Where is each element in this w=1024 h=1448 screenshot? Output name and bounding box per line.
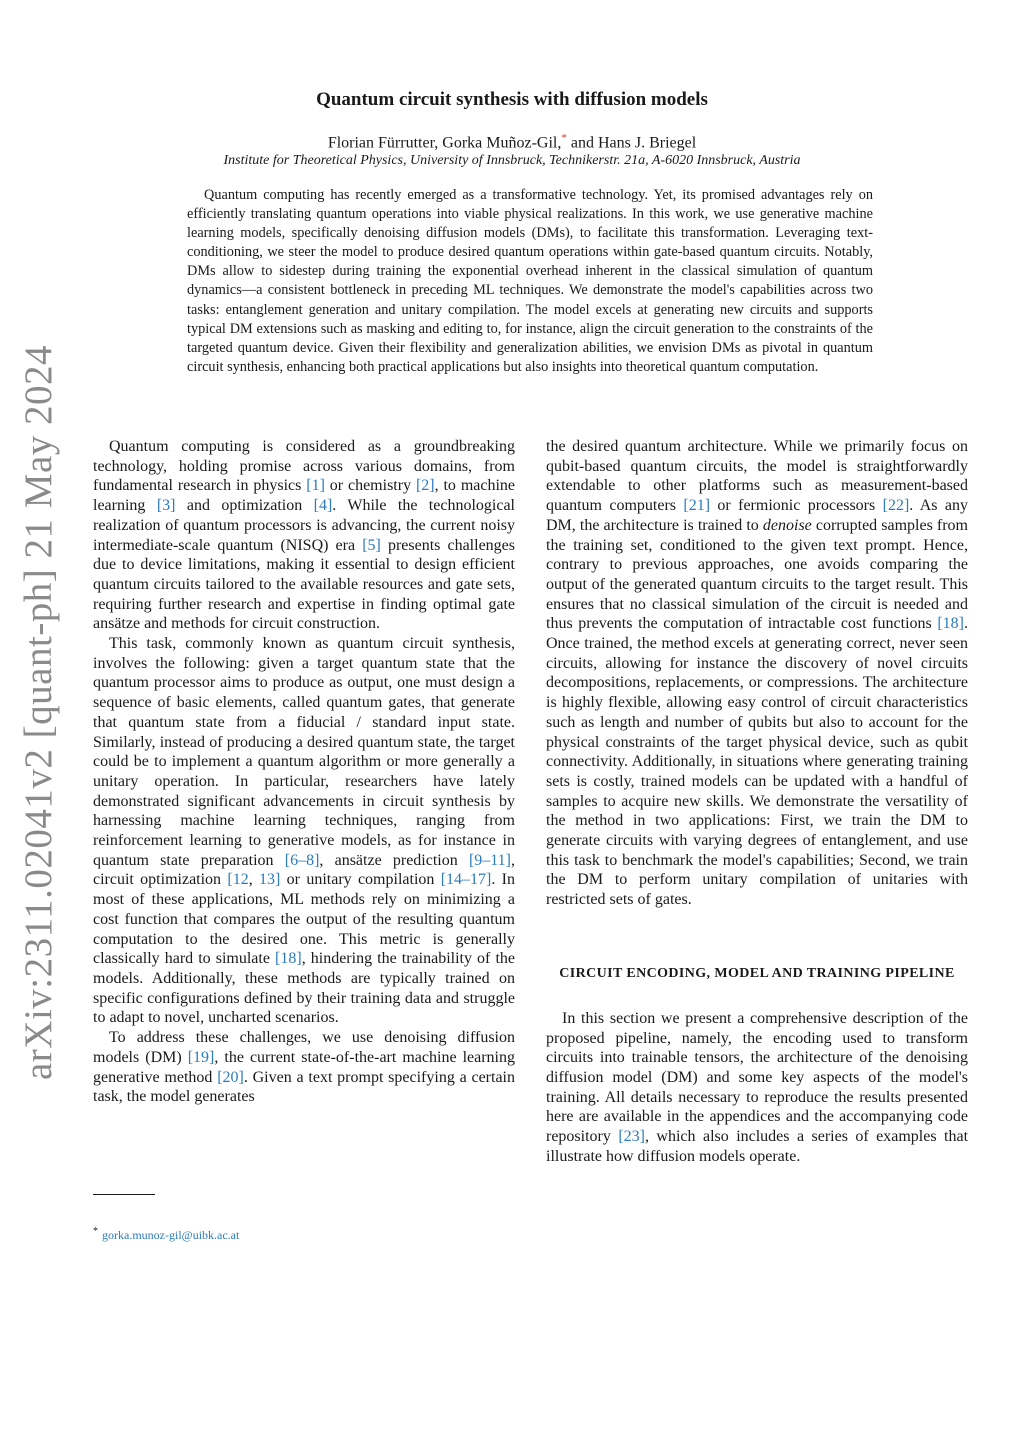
- intro-paragraph-3-continued: the desired quantum architecture. While we primarily focus on qubit-based quantum circuits, the model is straightforwardly extendable to other platforms such as measurement-based quantum computers [21] or fermionic processors [22]. As any DM, the architecture is trained to denoise corrupted samples from the training set, conditioned to the given text prompt. Hence, contrary to previous approaches, one avoids comparing the output of the generated quantum circuits to the target result. This ensures that no classical simulation of the circuit is needed and thus prevents the computation of intractable cost functions [18]. Once trained, the method excels at generating correct, never seen circuits, allowing for instance the discovery of novel circuits decompositions, replacements, or compressions. The architecture is highly flexible, allowing easy control of circuit characteristics such as length and number of qubits but also to account for the physical constraints of the target physical device, such as qubit connectivity. Additionally, in situations where generating training sets is costly, trained models can be updated with a handful of samples to acquire new skills. We demonstrate the versatility of the method in two applications: First, we train the DM to generate circuits with varying degrees of entanglement, and use this task to benchmark the model's capabilities; Second, we train the DM to perform unitary compilation of unitaries with restricted sets of gates.: [546, 438, 969, 909]
- intro-paragraph-3: To address these challenges, we use denoising diffusion models (DM) [19], the current state-of-the-art machine learning generative method [20]. Given a text prompt specifying a certain task, the model generates: [93, 1029, 515, 1106]
- citation-link[interactable]: [1]: [306, 477, 325, 495]
- arxiv-stamp: arXiv:2311.02041v2 [quant-ph] 21 May 2024: [17, 344, 60, 1080]
- citation-link[interactable]: [18]: [937, 615, 964, 633]
- section-paragraph-1: In this section we present a comprehensive description of the proposed pipeline, namely, the encoding used to transform circuits into trainable tensors, the architecture of the denoising diffusion model (DM) and some key aspects of the model's training. All details necessary to reproduce the results presented here are available in the appendices and the accompanying code repository [23], which also includes a series of examples that illustrate how diffusion models operate.: [546, 1009, 969, 1165]
- citation-link[interactable]: [3]: [156, 497, 176, 515]
- corresponding-author-mark[interactable]: *: [561, 132, 567, 144]
- affiliation: Institute for Theoretical Physics, University of Innsbruck, Technikerstr. 21a, A-6020 Innsbruck, Austria: [223, 153, 801, 168]
- email-link[interactable]: gorka.munoz-gil@uibk.ac.at: [102, 1228, 240, 1242]
- intro-paragraph-1: Quantum computing is considered as a groundbreaking technology, holding promise across various domains, from fundamental research in physics [1] or chemistry [2], to machine learning [3] and optimization [4]. While the technological realization of quantum processors is advancing, the current noisy intermediate-scale quantum (NISQ) era [5] presents challenges due to device limitations, making it essential to design efficient quantum circuits tailored to the available resources and gate sets, requiring further research and expertise in finding optimal gate ansätze and methods for circuit construction.: [93, 438, 516, 633]
- author-last: and Hans J. Briegel: [566, 134, 697, 152]
- citation-link[interactable]: [18]: [275, 950, 302, 968]
- citation-link[interactable]: [2]: [415, 477, 435, 495]
- author-names: Florian Fürrutter, Gorka Muñoz-Gil,: [327, 134, 562, 152]
- citation-link[interactable]: [23]: [618, 1128, 645, 1146]
- citation-link[interactable]: [5]: [362, 536, 381, 554]
- citation-link[interactable]: [19]: [187, 1048, 215, 1066]
- right-column: [546, 437, 968, 1167]
- citation-link[interactable]: [21]: [683, 497, 711, 515]
- citation-link[interactable]: [12: [227, 871, 249, 889]
- paper-title: Quantum circuit synthesis with diffusion models: [316, 89, 708, 110]
- abstract: Quantum computing has recently emerged as a transformative technology. Yet, its promised advantages rely on efficiently translating quantum operations into viable physical realizations. In this work, we use generative machine learning models, specifically denoising diffusion models (DMs), to facilitate this transformation. Leveraging text-conditioning, we steer the model to produce desired quantum operations within gate-based quantum circuits. Notably, DMs allow to sidestep during training the exponential overhead inherent in the classical simulation of quantum dynamics—a consistent bottleneck in preceding ML techniques. We demonstrate the model's capabilities across two tasks: entanglement generation and unitary compilation. The model excels at generating new circuits and supports typical DM extensions such as masking and editing to, for instance, align the circuit generation to the constraints of the targeted quantum device. Given their flexibility and generalization abilities, we envision DMs as pivotal in quantum circuit synthesis, enhancing both practical applications but also insights into theoretical quantum computation.: [187, 187, 873, 375]
- citation-link[interactable]: 13]: [259, 871, 281, 889]
- author-list: [0, 132, 1024, 152]
- footnote-mark: *: [93, 1226, 98, 1237]
- footnote-divider: [93, 1194, 155, 1195]
- footnote: [93, 1226, 239, 1243]
- emphasis-denoise: denoise: [762, 516, 812, 534]
- citation-link[interactable]: [20]: [217, 1068, 244, 1086]
- section-heading: CIRCUIT ENCODING, MODEL AND TRAINING PIPELINE: [559, 965, 955, 981]
- citation-link[interactable]: [6–8]: [284, 851, 320, 869]
- citation-link[interactable]: [22]: [882, 497, 910, 515]
- intro-paragraph-2: This task, commonly known as quantum circuit synthesis, involves the following: given a target quantum state that the quantum processor aims to produce as output, one must design a sequence of basic elements, called quantum gates, that generate that quantum state from a fiducial / standard input state. Similarly, instead of producing a desired quantum state, the target could be to implement a quantum algorithm or more generally a unitary operation. In particular, researchers have lately demonstrated significant advancements in circuit synthesis by harnessing machine learning techniques, ranging from reinforcement learning to generative models, as for instance in quantum state preparation [6–8], ansätze prediction [9–11], circuit optimization [12, 13] or unitary compilation [14–17]. In most of these applications, ML methods rely on minimizing a cost function that compares the output of the resulting quantum computation to the desired one. This metric is generally classically hard to simulate [18], hindering the trainability of the models. Additionally, these methods are typically trained on specific configurations defined by their training data and struggle to adapt to novel, uncharted scenarios.: [93, 635, 516, 1027]
- citation-link[interactable]: [4]: [313, 497, 333, 515]
- left-column: [93, 437, 515, 1107]
- citation-link[interactable]: [14–17]: [440, 871, 492, 889]
- citation-link[interactable]: [9–11]: [468, 851, 511, 869]
